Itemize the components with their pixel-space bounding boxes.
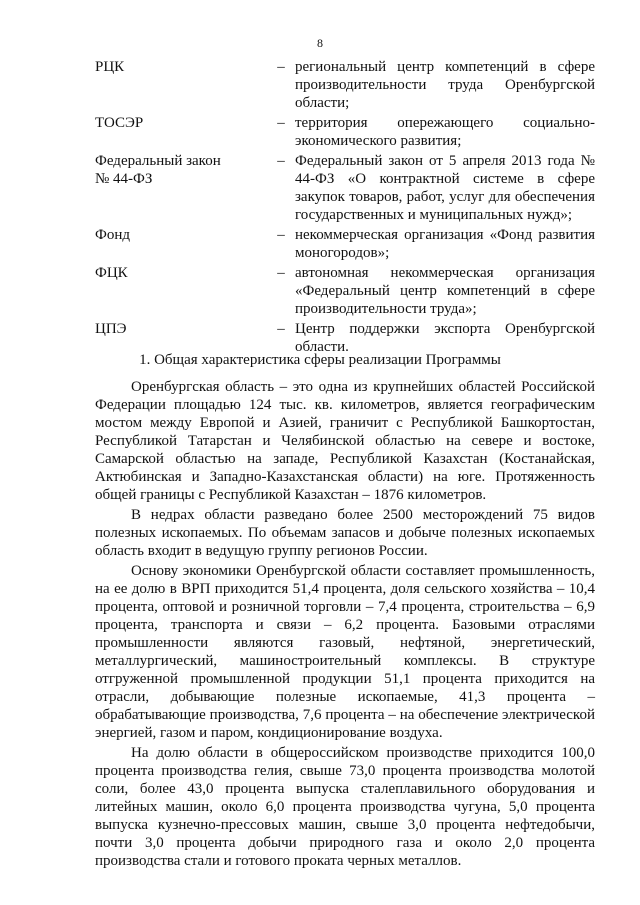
paragraph: Оренбургская область – это одна из крупнейших областей Российской Федерации площадью 124 тыс. кв. километров, является географическим мостом между Европой и Азией, граничит с Республикой Башкортостан, Республикой Татарстан и Челябинской областью на севере и востоке, Самарской областью на западе, Республикой Казахстан (Костанайская, Актюбинская и Западно-Казахстанская области) на юге. Протяженность общей границы с Республикой Казахстан – 1876 километров.	[95, 379, 595, 503]
abbreviation-row	[95, 152, 595, 224]
abbreviation-list	[95, 58, 595, 358]
abbreviation-dash: –	[277, 227, 285, 243]
abbreviation-term: ФЦК	[95, 265, 128, 281]
abbreviation-dash: –	[277, 153, 285, 169]
abbreviation-dash: –	[277, 59, 285, 75]
abbreviation-definition: некоммерческая организация «Фонд развития моногородов»;	[295, 227, 595, 261]
abbreviation-row	[95, 58, 595, 112]
abbreviation-definition: региональный центр компетенций в сфере производительности труда Оренбургской области;	[295, 59, 595, 111]
abbreviation-definition: автономная некоммерческая организация «Федеральный центр компетенций в сфере производительности труда»;	[295, 265, 595, 317]
paragraph: Основу экономики Оренбургской области составляет промышленность, на ее долю в ВРП приходится 51,4 процента, доля сельского хозяйства – 10,4 процента, оптовой и розничной торговли – 7,4 процента, строительства – 6,9 процента, транспорта и связи – 6,2 процента. Базовыми отраслями промышленности являются газовый, нефтяной, энергетический, металлургический, машиностроительный комплексы. В структуре отгруженной промышленной продукции 51,1 процента приходится на отрасли, добывающие полезные ископаемые, 41,3 процента – обрабатывающие производства, 7,6 процента – на обеспечение электрической энергией, газом и паром, кондиционирование воздуха.	[95, 563, 595, 741]
abbreviation-row	[95, 114, 595, 150]
abbreviation-row	[95, 226, 595, 262]
abbreviation-term: Федеральный закон № 44-ФЗ	[95, 153, 221, 187]
abbreviation-term: РЦК	[95, 59, 125, 75]
page-number: 8	[317, 36, 323, 50]
body-text	[95, 378, 595, 872]
section-heading: 1. Общая характеристика сферы реализации Программы	[139, 352, 501, 368]
abbreviation-term: ТОСЭР	[95, 115, 144, 131]
abbreviation-row	[95, 264, 595, 318]
abbreviation-dash: –	[277, 321, 285, 337]
paragraph: На долю области в общероссийском производстве приходится 100,0 процента производства гелия, свыше 73,0 процента производства молотой соли, более 43,0 процента выпуска сталеплавильного оборудования и литейных машин, около 6,0 процента производства чугуна, 5,0 процента выпуска кузнечно-прессовых машин, свыше 3,0 процента нефтедобычи, почти 3,0 процента добычи природного газа и около 2,0 процента производства стали и готового проката черных металлов.	[95, 745, 595, 869]
abbreviation-definition: территория опережающего социально-экономического развития;	[295, 115, 595, 149]
abbreviation-definition: Центр поддержки экспорта Оренбургской области.	[295, 321, 595, 355]
abbreviation-term: ЦПЭ	[95, 321, 127, 337]
paragraph: В недрах области разведано более 2500 месторождений 75 видов полезных ископаемых. По объемам запасов и добыче полезных ископаемых область входит в ведущую группу регионов России.	[95, 507, 595, 559]
abbreviation-term: Фонд	[95, 227, 131, 243]
abbreviation-definition: Федеральный закон от 5 апреля 2013 года № 44-ФЗ «О контрактной системе в сфере закупок товаров, работ, услуг для обеспечения государственных и муниципальных нужд»;	[295, 153, 595, 223]
abbreviation-dash: –	[277, 265, 285, 281]
abbreviation-dash: –	[277, 115, 285, 131]
